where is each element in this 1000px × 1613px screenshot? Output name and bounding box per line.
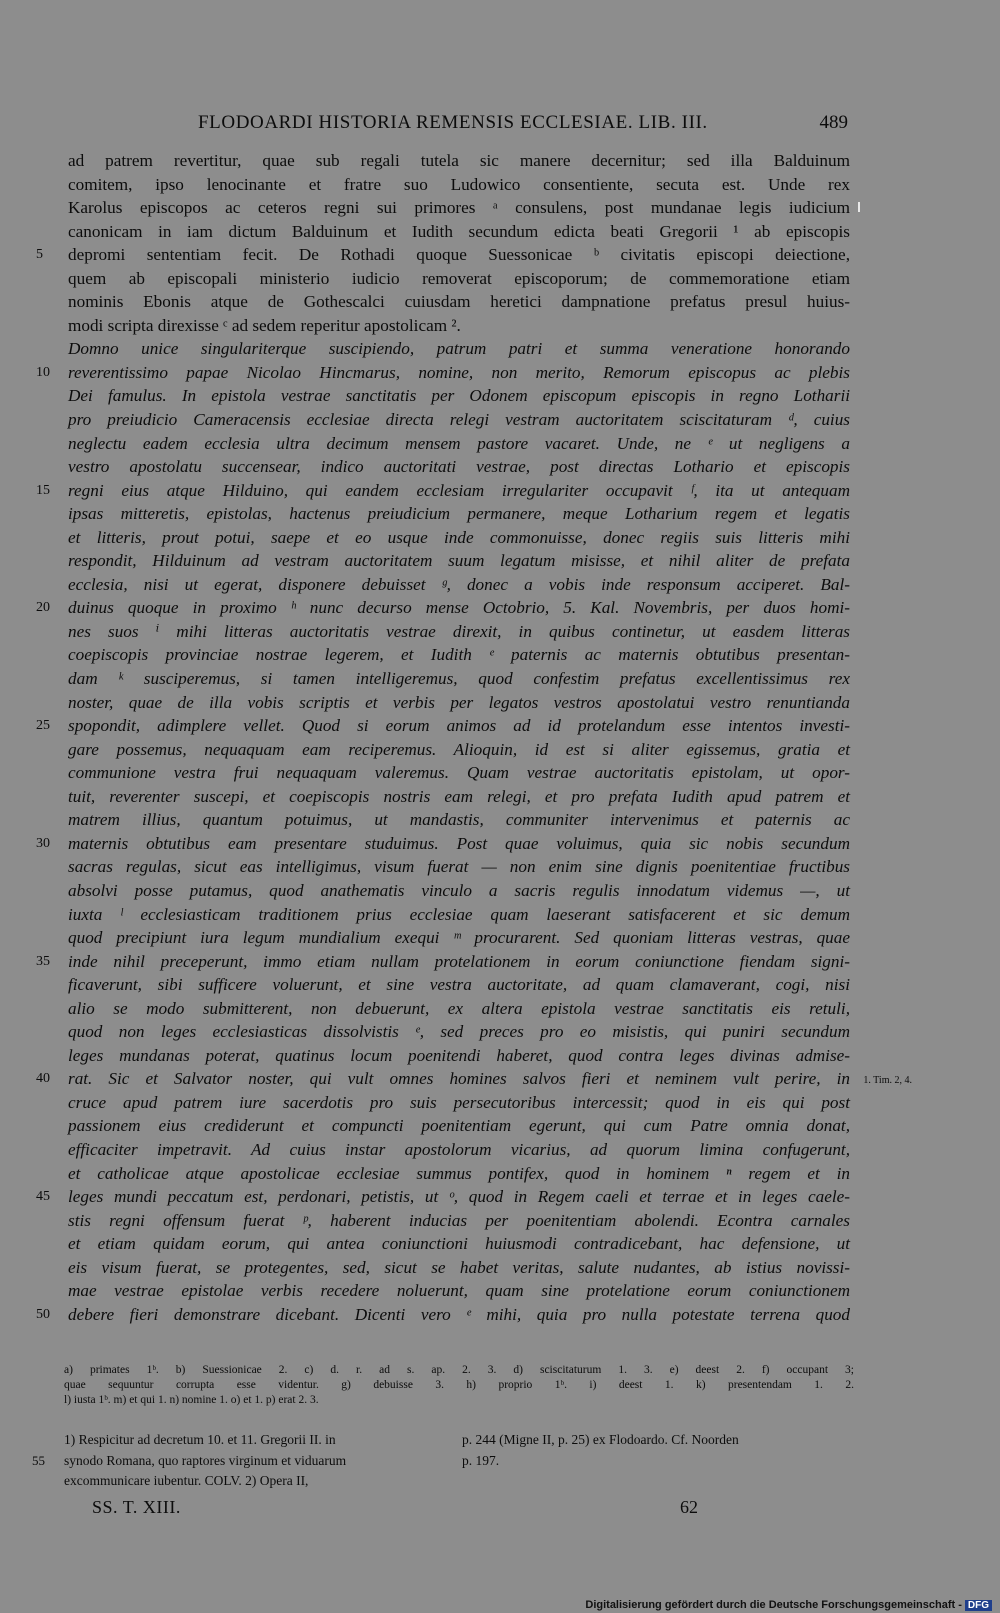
line-text: passionem eius crediderunt et compuncti poenitentiam egerunt, qui cum Patre omnia donat, bbox=[68, 1116, 850, 1136]
digitization-credit bbox=[585, 1599, 992, 1611]
text-line bbox=[68, 337, 850, 361]
line-text: ficaverunt, sibi sufficere voluerunt, et sine vestra auctoritate, ad quam clamaverant, cogi, nisi bbox=[68, 975, 850, 995]
line-number: 55 bbox=[32, 1452, 45, 1468]
line-number: 50 bbox=[36, 1306, 50, 1322]
line-text: et etiam quidam eorum, qui antea coniunctioni huiusmodi contradicebant, hac defensione, ut bbox=[68, 1234, 850, 1254]
text-line bbox=[36, 714, 850, 738]
critical-note-line: a) primates 1ᵇ. b) Suessionicae 2. c) d. r. ad s. ap. 2. 3. d) sciscitaturum 1. 3. e) deest 2. f) occupant 3; bbox=[64, 1364, 854, 1376]
line-text: comitem, ipso lenocinante et fratre suo Ludowico consentiente, secuta est. Unde rex bbox=[68, 174, 850, 194]
line-text: cruce apud patrem iure sacerdotis pro suis persecutoribus intercessit; quod in eis qui post bbox=[68, 1092, 850, 1112]
line-text: canonicam in iam dictum Balduinum et Iudith secundum edicta beati Gregorii ¹ ab episcopis bbox=[68, 221, 850, 241]
line-text: Karolus episcopos ac ceteros regni sui primores ᵃ consulens, post mundanae legis iudicium bbox=[68, 198, 850, 218]
line-text: quem ab episcopali ministerio iudicio removerat episcoporum; de commemoratione etiam bbox=[68, 268, 850, 288]
text-line bbox=[36, 1185, 850, 1209]
running-header bbox=[68, 112, 848, 142]
credit-text: Digitalisierung gefördert durch die Deutsche Forschungsgemeinschaft - bbox=[585, 1599, 962, 1611]
footnote-line: p. 244 (Migne II, p. 25) ex Flodoardo. Cf. Noorden bbox=[462, 1432, 739, 1447]
line-text: efficaciter impetravit. Ad cuius instar apostolorum vicarius, ad quorum limina confugerunt, bbox=[68, 1139, 850, 1159]
line-text: alio se modo submitterent, non debuerunt, ex altera epistola vestrae sanctitatis eis retuli, bbox=[68, 998, 850, 1018]
running-title: FLODOARDI HISTORIA REMENSIS ECCLESIAE. LIB. III. bbox=[198, 112, 708, 133]
text-line bbox=[68, 149, 850, 173]
line-text: neglectu eadem ecclesia ultra decimum mensem pastore vacaret. Unde, ne ᵉ ut negligens a bbox=[68, 433, 850, 453]
footnotes-left-column bbox=[32, 1430, 444, 1492]
line-text: duinus quoque in proximo ʰ nunc decurso mense Octobrio, 5. Kal. Novembris, per duos homi- bbox=[68, 598, 850, 618]
line-text: coepiscopis provinciae nostrae legerem, et Iudith ᵉ paternis ac maternis obtutibus presentan- bbox=[68, 645, 850, 665]
line-text: quod precipiunt iura legum mundialium exequi ᵐ procurarent. Sed quoniam litteras vestras, quae bbox=[68, 928, 850, 948]
line-text: ipsas mitteretis, epistolas, hactenus preiudicium permanere, meque Lotharium regem et legatis bbox=[68, 504, 850, 524]
line-number: 25 bbox=[36, 718, 50, 734]
line-text: debere fieri demonstrare dicebant. Dicenti vero ᵉ mihi, quia pro nulla potestate terrena quod bbox=[68, 1304, 850, 1324]
line-text: tuit, reverenter suscepi, et coepiscopis nostris eam relegi, et pro prefata Iudith apud patrem et bbox=[68, 786, 850, 806]
line-text: pro preiudicio Cameracensis ecclesiae directa relegi vestram auctoritatem sciscitaturam ᵈ, cuius bbox=[68, 410, 850, 430]
critical-note-line: l) iusta 1ᵇ. m) et qui 1. n) nomine 1. o) et 1. p) erat 2. 3. bbox=[64, 1394, 319, 1406]
text-line bbox=[36, 1067, 912, 1091]
text-line bbox=[68, 267, 850, 291]
line-text: sacras regulas, sicut eas intelligimus, visum fuerat — non enim sine dignis poenitentiae fructibus bbox=[68, 857, 850, 877]
signature-mark: SS. T. XIII. bbox=[92, 1497, 181, 1517]
line-text: rat. Sic et Salvator noster, qui vult omnes homines salvos fieri et neminem vult perire, in bbox=[68, 1069, 850, 1089]
text-line bbox=[68, 1020, 850, 1044]
footnote-line: p. 197. bbox=[462, 1452, 500, 1468]
line-text: leges mundanas poterat, quatinus locum poenitendi haberet, quod contra leges divinas admise- bbox=[68, 1045, 850, 1065]
text-line bbox=[68, 1044, 850, 1068]
text-line bbox=[68, 738, 850, 762]
text-line bbox=[68, 455, 850, 479]
text-line bbox=[68, 691, 850, 715]
critical-apparatus bbox=[64, 1363, 854, 1408]
margin-reference: 1. Tim. 2, 4. bbox=[863, 1075, 912, 1087]
line-number: 30 bbox=[36, 835, 50, 851]
text-line bbox=[68, 643, 850, 667]
line-text: communione vestra frui nequaquam valeremus. Quam vestrae auctoritatis epistolam, ut opor- bbox=[68, 763, 850, 783]
line-text: leges mundi peccatum est, perdonari, petistis, ut ᵒ, quod in Regem caeli et terrae et in leges caele- bbox=[68, 1187, 850, 1207]
text-line bbox=[68, 667, 850, 691]
line-text: quod non leges ecclesiasticas dissolvistis ᵉ, sed preces pro eo misistis, qui puniri secundum bbox=[68, 1022, 850, 1042]
line-text: noster, quae de illa vobis scriptis et verbis per legatos vestros apostolatui vestro renuntianda bbox=[68, 692, 850, 712]
text-line bbox=[68, 903, 850, 927]
line-text: stis regni offensum fuerat ᵖ, haberent inducias per poenitentiam abolendi. Econtra carnales bbox=[68, 1210, 850, 1230]
line-text: absolvi posse putamus, quod anathematis vinculo a sacris regulis innodatum videmus —, ut bbox=[68, 880, 850, 900]
text-line bbox=[68, 1138, 850, 1162]
line-text: inde nihil preceperunt, immo etiam nullam protelationem in eorum coniunctione fiendam signi- bbox=[68, 951, 850, 971]
text-line bbox=[68, 1256, 850, 1280]
line-text: et litteris, prout potui, saepe et eo usque inde commonuisse, donec regiis suis litteris mihi bbox=[68, 527, 850, 547]
text-line bbox=[36, 243, 850, 267]
text-line bbox=[68, 314, 850, 338]
text-line bbox=[68, 1279, 850, 1303]
text-line bbox=[68, 761, 850, 785]
line-number: 15 bbox=[36, 482, 50, 498]
text-line bbox=[68, 549, 850, 573]
line-text: ecclesia, nisi ut egerat, disponere debuisset ᵍ, donec a vobis inde responsum acciperet. Bal- bbox=[68, 574, 850, 594]
line-number: 10 bbox=[36, 364, 50, 380]
line-text: eis visum fuerat, se protegentes, sed, sicut se habet veritas, salute nudantes, ab istius novissi- bbox=[68, 1257, 850, 1277]
text-line bbox=[68, 620, 850, 644]
signature-number: 62 bbox=[680, 1497, 698, 1517]
text-line bbox=[36, 832, 850, 856]
text-line bbox=[68, 432, 850, 456]
page-number: 489 bbox=[819, 112, 848, 133]
text-line bbox=[68, 408, 850, 432]
main-text bbox=[36, 149, 912, 1326]
text-line bbox=[68, 384, 850, 408]
text-line bbox=[68, 196, 850, 220]
line-text: depromi sententiam fecit. De Rothadi quoque Suessonicae ᵇ civitatis episcopi deiectione, bbox=[68, 245, 850, 265]
line-number: 20 bbox=[36, 600, 50, 616]
line-text: dam ᵏ susciperemus, si tamen intelligeremus, quod confestim prefatus excellentissimus rex bbox=[68, 669, 850, 689]
line-text: modi scripta direxisse ᶜ ad sedem reperitur apostolicam ². bbox=[68, 315, 461, 335]
text-line bbox=[68, 526, 850, 550]
footnote-line: 55 synodo Romana, quo raptores virginum et viduarum bbox=[64, 1451, 444, 1472]
line-text: spopondit, adimplere vellet. Quod si eorum animos ad id protelandum esse intentos investi- bbox=[68, 716, 850, 736]
dfg-logo: DFG bbox=[965, 1600, 992, 1611]
text-line bbox=[68, 220, 850, 244]
text-line bbox=[68, 997, 850, 1021]
critical-note-line: quae sequuntur corrupta esse videntur. g) debuisse 3. h) proprio 1ᵇ. i) deest 1. k) presentendam 1. 2. bbox=[64, 1379, 854, 1391]
text-line bbox=[36, 479, 850, 503]
text-line bbox=[68, 502, 850, 526]
text-line bbox=[36, 1303, 850, 1327]
footnote-line: 1) Respicitur ad decretum 10. et 11. Gregorii II. in bbox=[64, 1432, 336, 1447]
text-line bbox=[68, 1209, 850, 1233]
text-line bbox=[68, 1232, 850, 1256]
text-line bbox=[68, 785, 850, 809]
text-line bbox=[68, 855, 850, 879]
line-text: respondit, Hilduinum ad vestram auctoritatem suum legatum misisse, et nihil aliter de prefata bbox=[68, 551, 850, 571]
line-number: 40 bbox=[36, 1071, 50, 1087]
line-text: et catholicae atque apostolicae ecclesiae summus pontifex, quod in hominem ⁿ regem et in bbox=[68, 1163, 850, 1183]
footnote-line: excommunicare iubentur. COLV. 2) Opera II, bbox=[64, 1473, 309, 1488]
scan-artifact bbox=[858, 202, 860, 212]
line-text: Dei famulus. In epistola vestrae sanctitatis per Odonem episcopum episcopis in regno Lotharii bbox=[68, 386, 850, 406]
text-line bbox=[68, 1091, 850, 1115]
line-text: vestro apostolatu succensear, indico auctoritati vestrae, post directas Lothario et episcopis bbox=[68, 457, 850, 477]
footnotes-right-column bbox=[462, 1430, 854, 1471]
text-line bbox=[68, 926, 850, 950]
text-line bbox=[68, 973, 850, 997]
line-text: maternis obtutibus eam presentare studuimus. Post quae voluimus, quia sic nobis secundum bbox=[68, 833, 850, 853]
text-line bbox=[68, 1162, 850, 1186]
text-line bbox=[36, 950, 850, 974]
line-text: matrem illius, quantum potuimus, ut mandastis, communiter intervenimus et paternis ac bbox=[68, 810, 850, 830]
line-text: reverentissimo papae Nicolao Hincmarus, nomine, non merito, Remorum episcopus ac plebis bbox=[68, 362, 850, 382]
line-number: 35 bbox=[36, 953, 50, 969]
line-number: 5 bbox=[36, 247, 43, 263]
text-line bbox=[36, 596, 850, 620]
line-text: nes suos ⁱ mihi litteras auctoritatis vestrae direxit, in quibus continetur, ut easdem litteras bbox=[68, 621, 850, 641]
line-text: mae vestrae epistolae verbis recedere noluerunt, quam sine protelatione eorum coniunctionem bbox=[68, 1281, 850, 1301]
line-text: ad patrem revertitur, quae sub regali tutela sic manere decernitur; sed illa Balduinum bbox=[68, 151, 850, 170]
text-line bbox=[68, 1114, 850, 1138]
text-line bbox=[68, 808, 850, 832]
line-text: regni eius atque Hilduino, qui eandem ecclesiam irregulariter occupavit ᶠ, ita ut antequam bbox=[68, 480, 850, 500]
text-line bbox=[68, 290, 850, 314]
text-line bbox=[68, 173, 850, 197]
line-text: nominis Ebonis atque de Gothescalci cuiusdam heretici dampnatione prefatus presul huius- bbox=[68, 292, 850, 312]
text-line bbox=[36, 361, 850, 385]
line-text: iuxta ˡ ecclesiasticam traditionem prius ecclesiae quam laeserant satisfacerent et sic demum bbox=[68, 904, 850, 924]
line-text: Domno unice singulariterque suscipiendo, patrum patri et summa veneratione honorando bbox=[68, 339, 850, 359]
line-number: 45 bbox=[36, 1189, 50, 1205]
text-line bbox=[68, 879, 850, 903]
line-text: gare possemus, nequaquam eam reciperemus. Alioquin, id est si aliter egissemus, gratia et bbox=[68, 739, 850, 759]
text-line bbox=[68, 573, 850, 597]
